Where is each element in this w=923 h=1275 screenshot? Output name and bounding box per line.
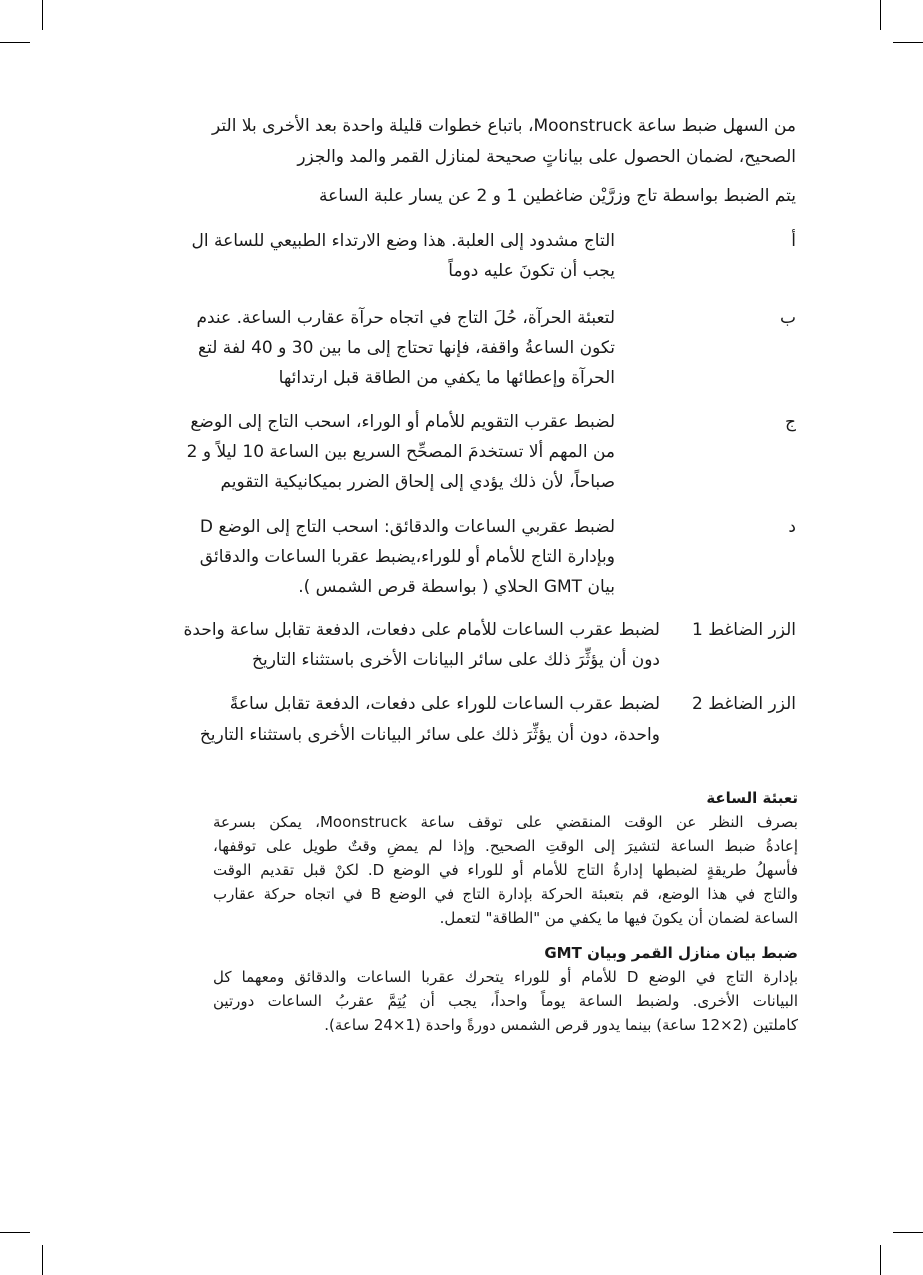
push-button-1-line: لضبط عقرب الساعات للأمام على دفعات، الدفعة تقابل ساعة واحدة — [183, 620, 660, 640]
position-term-d: د — [788, 517, 796, 537]
position-term-b: ب — [779, 308, 796, 328]
push-button-2-line: لضبط عقرب الساعات للوراء على دفعات، الدفعة تقابل ساعةً — [229, 694, 660, 714]
position-d-line: وبإدارة التاج للأمام أو للوراء،يضبط عقربا الساعات والدقائق — [199, 547, 615, 567]
position-b-line: تكون الساعةُ واقفة، فإنها تحتاج إلى ما بين 30 و 40 لفة لتع — [198, 338, 615, 358]
intro-line: الصحيح، لضمان الحصول على بياناتٍ صحيحة لمنازل القمر والمد والجزر — [297, 147, 796, 167]
crop-mark-bottom-right-horizontal — [893, 1232, 923, 1233]
moon-paragraph-line: بإدارة التاج في الوضع D للأمام أو للوراء يتحرك عقربا الساعات والدقائق ومعهما كل — [213, 968, 798, 986]
section-heading-winding: تعبئة الساعة — [706, 789, 798, 807]
crop-mark-top-right-horizontal — [893, 42, 923, 43]
push-button-2-line: واحدة، دون أن يؤثِّرَ ذلك على سائر البيانات الأخرى باستثناء التاريخ — [199, 725, 660, 745]
moon-paragraph-line: كاملتين (2×12 ساعة) بينما يدور قرص الشمس دورةً واحدة (1×24 ساعة). — [324, 1016, 798, 1034]
winding-paragraph-line: الساعة لضمان أن يكونَ فيها ما يكفي من "الطاقة" لتعمل. — [439, 909, 798, 927]
push-button-1-label: الزر الضاغط 1 — [692, 620, 796, 640]
crop-mark-top-left-horizontal — [0, 42, 30, 43]
position-d-line: لضبط عقربي الساعات والدقائق: اسحب التاج إلى الوضع D — [199, 517, 615, 537]
intro-line: من السهل ضبط ساعة Moonstruck، باتباع خطوات قليلة واحدة بعد الأخرى بلا التر — [212, 116, 796, 136]
winding-paragraph-line: والتاج في هذا الوضع، قم بتعبئة الحركة بإدارة التاج في الوضع B في اتجاه حركة عقارب — [213, 885, 798, 903]
position-b-line: الحرآة وإعطائها ما يكفي من الطاقة قبل ارتدائها — [278, 368, 615, 388]
crop-mark-top-left-vertical — [42, 0, 43, 30]
moon-paragraph-line: البيانات الأخرى. ولضبط الساعة يوماً واحداً، يجب أن يُتِمَّ عقربُ الساعات دورتين — [213, 992, 798, 1010]
position-c-line: صباحاً، لأن ذلك يؤدي إلى إلحاق الضرر بميكانيكية التقويم — [220, 472, 615, 492]
position-term-c: ج — [785, 412, 796, 432]
crop-mark-bottom-right-vertical — [880, 1245, 881, 1275]
intro-line: يتم الضبط بواسطة تاج وزرَّيْن ضاغطين 1 و 2 عن يسار علبة الساعة — [319, 186, 796, 206]
push-button-1-line: دون أن يؤثِّرَ ذلك على سائر البيانات الأخرى باستثناء التاريخ — [252, 650, 660, 670]
position-a-line: التاج مشدود إلى العلبة. هذا وضع الارتداء الطبيعي للساعة ال — [191, 231, 615, 251]
crop-mark-top-right-vertical — [880, 0, 881, 30]
position-b-line: لتعبئة الحرآة، حُلَ التاج في اتجاه حرآة عقارب الساعة. عندم — [196, 308, 615, 328]
position-d-line: بيان GMT الحلاي ( بواسطة قرص الشمس ). — [298, 577, 615, 597]
position-a-line: يجب أن تكونَ عليه دوماً — [448, 261, 615, 281]
position-c-line: لضبط عقرب التقويم للأمام أو الوراء، اسحب التاج إلى الوضع — [190, 412, 615, 432]
crop-mark-bottom-left-vertical — [42, 1245, 43, 1275]
winding-paragraph-line: فأسهلُ طريقةٍ لضبطها إدارةُ التاج للأمام أو للوراء في الوضع D. لكنْ قبل تقديم الوقت — [213, 861, 799, 879]
push-button-2-label: الزر الضاغط 2 — [692, 694, 796, 714]
position-c-line: من المهم ألا تستخدمَ المصحِّح السريع بين الساعة 10 ليلاً و 2 — [186, 442, 615, 462]
crop-mark-bottom-left-horizontal — [0, 1232, 30, 1233]
winding-paragraph-line: بصرف النظر عن الوقت المنقضي على توقف ساعة Moonstruck، يمكن بسرعة — [213, 813, 798, 831]
section-heading-moon-gmt: ضبط بيان منازل القمر وبيان GMT — [544, 944, 798, 962]
position-term-a: أ — [791, 231, 796, 251]
winding-paragraph-line: إعادةُ ضبط الساعة لتشيرَ إلى الوقتِ الصحيح. وإذا لم يمضِ وقتٌ طويل على توقفها، — [213, 837, 798, 855]
